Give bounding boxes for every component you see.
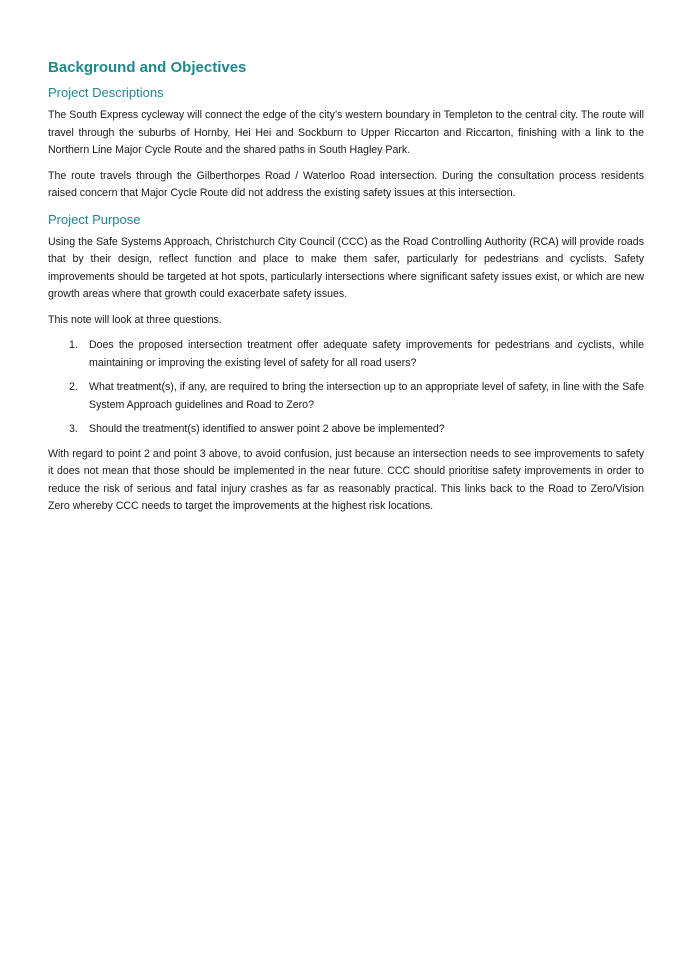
list-number: 1. xyxy=(69,339,78,351)
paragraph: The South Express cycleway will connect the edge of the city’s western boundary in Templeton to the central city. The route will travel through the suburbs of Hornby, Hei Hei and Sockburn to Upper Riccarton and Riccarton, finishing with a link to the Northern Line Major Cycle Route and the shared paths in South Hagley Park. xyxy=(48,109,644,156)
list-item-text: Does the proposed intersection treatment offer adequate safety improvements for pedestrians and cyclists, while maintaining or improving the existing level of safety for all road users? xyxy=(89,339,644,369)
paragraph: Using the Safe Systems Approach, Christchurch City Council (CCC) as the Road Controlling Authority (RCA) will provide roads that by their design, reflect function and place to make them safer, particularly for pedestrians and cyclists. Safety improvements should be targeted at hot spots, particularly intersections where significant safety issues exist, or which are new growth areas where that growth could exacerbate safety issues. xyxy=(48,235,644,300)
page-heading: Background and Objectives xyxy=(48,59,247,76)
paragraph: With regard to point 2 and point 3 above, to avoid confusion, just because an intersection needs to see improvements to safety it does not mean that those should be implemented in the near future. CCC should prioritise safety improvements in order to reduce the risk of serious and fatal injury crashes as far as reasonably practical. This links back to the Road to Zero/Vision Zero whereby CCC needs to target the improvements at the highest risk locations. xyxy=(48,447,644,512)
list-item-text: Should the treatment(s) identified to answer point 2 above be implemented? xyxy=(89,423,445,435)
section-title-project-descriptions: Project Descriptions xyxy=(48,85,164,100)
list-item xyxy=(48,421,644,439)
list-number: 2. xyxy=(69,381,78,393)
questions-list xyxy=(48,337,644,439)
document-page xyxy=(48,58,644,524)
list-number: 3. xyxy=(69,423,78,435)
paragraph: The route travels through the Gilberthorpes Road / Waterloo Road intersection. During the consultation process residents raised concern that Major Cycle Route did not address the existing safety issues at this intersection. xyxy=(48,169,644,199)
list-item-text: What treatment(s), if any, are required to bring the intersection up to an appropriate level of safety, in line with the Safe System Approach guidelines and Road to Zero? xyxy=(89,381,644,411)
list-item xyxy=(48,379,644,414)
section-title-project-purpose: Project Purpose xyxy=(48,211,141,227)
list-item xyxy=(48,337,644,372)
paragraph: This note will look at three questions. xyxy=(48,313,222,326)
